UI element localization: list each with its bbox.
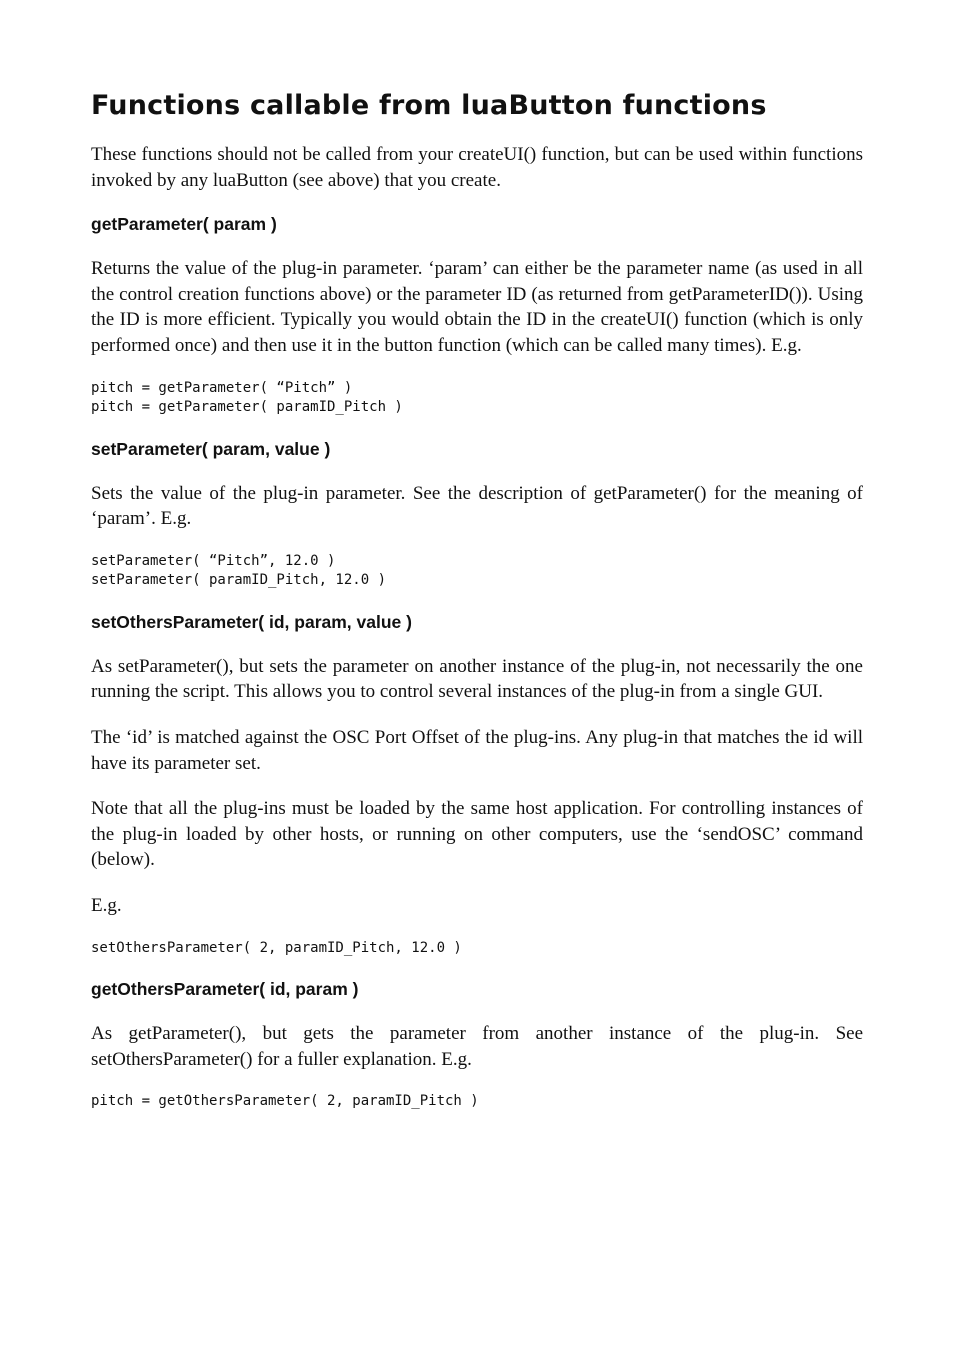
intro-paragraph: These functions should not be called from your createUI() function, but can be used within functions invoked by any luaButton (see above) that you create. [91,144,863,191]
document-page [91,84,863,1132]
code-block: pitch = getParameter( “Pitch” ) pitch = getParameter( paramID_Pitch ) [91,379,403,416]
code-block: pitch = getOthersParameter( 2, paramID_Pitch ) [91,1093,479,1110]
section-paragraph: Note that all the plug-ins must be loaded by the same host application. For controlling instances of the plug-in loaded by other hosts, or running on other computers, use the ‘sendOSC’ command (below). [91,798,863,871]
section-paragraph: Sets the value of the plug-in parameter. See the description of getParameter() for the meaning of ‘param’. E.g. [91,482,863,530]
section-paragraph: Returns the value of the plug-in parameter. ‘param’ can either be the parameter name (as used in all the control creation functions above) or the parameter ID (as returned from getParameterID()). Using the ID is more efficient. Typically you would obtain the ID in the createUI() function (which is only performed once) and then use it in the button function (which can be called many times). E.g. [91,258,863,356]
section-heading-set-others-parameter: setOthersParameter( id, param, value ) [91,611,412,632]
section-paragraph: The ‘id’ is matched against the OSC Port Offset of the plug-ins. Any plug-in that matches the id will have its parameter set. [91,726,863,774]
code-block: setOthersParameter( 2, paramID_Pitch, 12.0 ) [91,939,462,956]
page-title: Functions callable from luaButton functions [91,90,767,121]
code-block: setParameter( “Pitch”, 12.0 ) setParameter( paramID_Pitch, 12.0 ) [91,552,387,589]
section-heading-set-parameter: setParameter( param, value ) [91,438,331,459]
section-paragraph: E.g. [91,894,122,916]
section-heading-get-others-parameter: getOthersParameter( id, param ) [91,979,359,999]
section-paragraph: As getParameter(), but gets the parameter from another instance of the plug-in. See setOthersParameter() for a fuller explanation. E.g. [91,1023,863,1070]
section-heading-get-parameter: getParameter( param ) [91,214,277,235]
section-paragraph: As setParameter(), but sets the parameter on another instance of the plug-in, not necessarily the one running the script. This allows you to control several instances of the plug-in from a single GUI. [91,655,863,703]
